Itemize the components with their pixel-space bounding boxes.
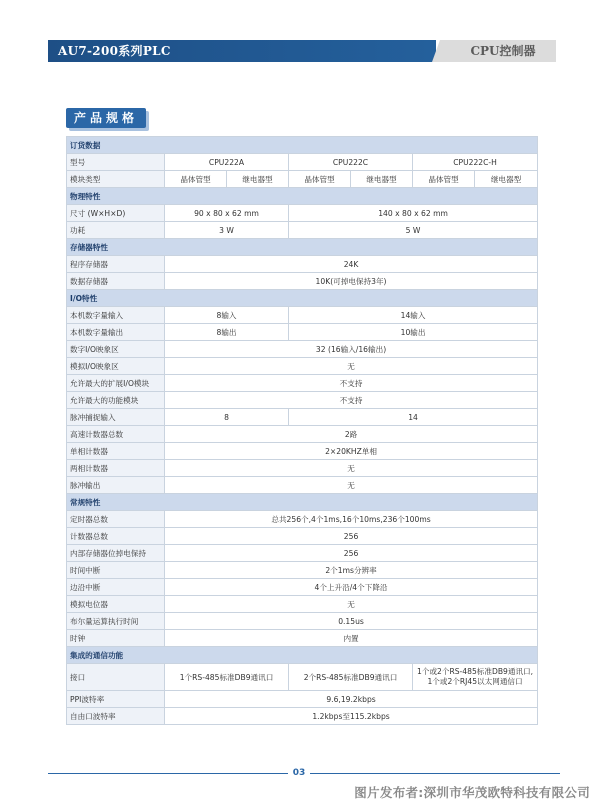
series-title: AU7-200系列PLC [58,44,171,58]
value-cell: 90 x 80 x 62 mm [165,205,289,222]
row-label: 允许最大的扩展I/O模块 [67,375,165,392]
row-label: 内部存储器位掉电保持 [67,545,165,562]
interface-line: 1个或2个RS-485标准DB9通讯口, [417,667,534,676]
row-label: 脉冲输出 [67,477,165,494]
row-label: 布尔量运算执行时间 [67,613,165,630]
value-cell: 8 [165,409,289,426]
section-row-memory [67,239,538,256]
row-label: 两相计数器 [67,460,165,477]
row-label: 本机数字量输入 [67,307,165,324]
value-cell: 无 [165,460,538,477]
row-label: 数字I/O映象区 [67,341,165,358]
row-label: 时钟 [67,630,165,647]
row-label: 计数器总数 [67,528,165,545]
row-label: 脉冲捕捉输入 [67,409,165,426]
value-cell: 14 [289,409,538,426]
table-row [67,708,538,725]
table-row [67,596,538,613]
row-label: 模块类型 [67,171,165,188]
module-type-cell: 继电器型 [475,171,538,188]
value-cell: 3 W [165,222,289,239]
value-cell: 24K [165,256,538,273]
value-cell [413,664,538,691]
row-label: 功耗 [67,222,165,239]
value-cell: 32 (16输入/16输出) [165,341,538,358]
value-cell: 2路 [165,426,538,443]
table-row [67,528,538,545]
section-row-order [67,137,538,154]
row-label: 高速计数器总数 [67,426,165,443]
model-cell: CPU222A [165,154,289,171]
table-row [67,562,538,579]
page-header [48,40,556,62]
module-type-cell: 继电器型 [227,171,289,188]
section-label: 集成的通信功能 [67,647,538,664]
interface-line: 1个或2个RJ45以太网通信口 [427,677,523,686]
table-row [67,691,538,708]
value-cell: 不支持 [165,392,538,409]
row-label: 型号 [67,154,165,171]
value-cell: 5 W [289,222,538,239]
value-cell: 8输入 [165,307,289,324]
row-label: 数据存储器 [67,273,165,290]
value-cell: 1个RS-485标准DB9通讯口 [165,664,289,691]
table-row [67,664,538,691]
section-label: 订货数据 [67,137,538,154]
section-label: 存储器特性 [67,239,538,256]
section-title: 产品规格 [66,108,146,128]
section-row-general [67,494,538,511]
table-row [67,460,538,477]
table-row [67,358,538,375]
row-label: 自由口波特率 [67,708,165,725]
table-row [67,409,538,426]
row-label: 定时器总数 [67,511,165,528]
value-cell: 9.6,19.2kbps [165,691,538,708]
row-label: 模拟电位器 [67,596,165,613]
row-label: PPI波特率 [67,691,165,708]
value-cell: 256 [165,545,538,562]
value-cell: 10K(可掉电保持3年) [165,273,538,290]
table-row [67,579,538,596]
table-row [67,426,538,443]
table-row [67,324,538,341]
section-row-physical [67,188,538,205]
module-type-cell: 晶体管型 [165,171,227,188]
value-cell: 2×20KHZ单相 [165,443,538,460]
table-row [67,154,538,171]
value-cell: 内置 [165,630,538,647]
value-cell: 2个1ms分辨率 [165,562,538,579]
row-label: 尺寸 (W×H×D) [67,205,165,222]
value-cell: 不支持 [165,375,538,392]
value-cell: 无 [165,596,538,613]
table-row [67,273,538,290]
row-label: 时间中断 [67,562,165,579]
publisher-credit: 图片发布者:深圳市华茂欧特科技有限公司 [354,785,590,800]
value-cell: 14输入 [289,307,538,324]
table-row [67,171,538,188]
value-cell: 4个上升沿/4个下降沿 [165,579,538,596]
table-row [67,545,538,562]
row-label: 模拟I/O映象区 [67,358,165,375]
value-cell: 2个RS-485标准DB9通讯口 [289,664,413,691]
value-cell: 10输出 [289,324,538,341]
section-label: 常规特性 [67,494,538,511]
table-row [67,307,538,324]
model-cell: CPU222C-H [413,154,538,171]
value-cell: 总共256个,4个1ms,16个10ms,236个100ms [165,511,538,528]
value-cell: 无 [165,358,538,375]
model-cell: CPU222C [289,154,413,171]
value-cell: 140 x 80 x 62 mm [289,205,538,222]
row-label: 程序存储器 [67,256,165,273]
table-row [67,511,538,528]
table-row [67,205,538,222]
row-label: 允许最大的功能模块 [67,392,165,409]
row-label: 接口 [67,664,165,691]
table-row [67,392,538,409]
table-row [67,375,538,392]
table-row [67,477,538,494]
category-title: CPU控制器 [470,44,536,58]
module-type-cell: 继电器型 [351,171,413,188]
table-row [67,630,538,647]
section-label: 物理特性 [67,188,538,205]
module-type-cell: 晶体管型 [413,171,475,188]
row-label: 单相计数器 [67,443,165,460]
section-label: I/O特性 [67,290,538,307]
table-row [67,256,538,273]
section-row-io [67,290,538,307]
value-cell: 256 [165,528,538,545]
page-number: 03 [288,766,310,780]
table-row [67,613,538,630]
table-row [67,222,538,239]
row-label: 边沿中断 [67,579,165,596]
value-cell: 1.2kbps至115.2kbps [165,708,538,725]
table-row [67,443,538,460]
row-label: 本机数字量输出 [67,324,165,341]
table-row [67,341,538,358]
module-type-cell: 晶体管型 [289,171,351,188]
value-cell: 8输出 [165,324,289,341]
value-cell: 0.15us [165,613,538,630]
value-cell: 无 [165,477,538,494]
section-row-comm [67,647,538,664]
spec-table [66,136,538,725]
